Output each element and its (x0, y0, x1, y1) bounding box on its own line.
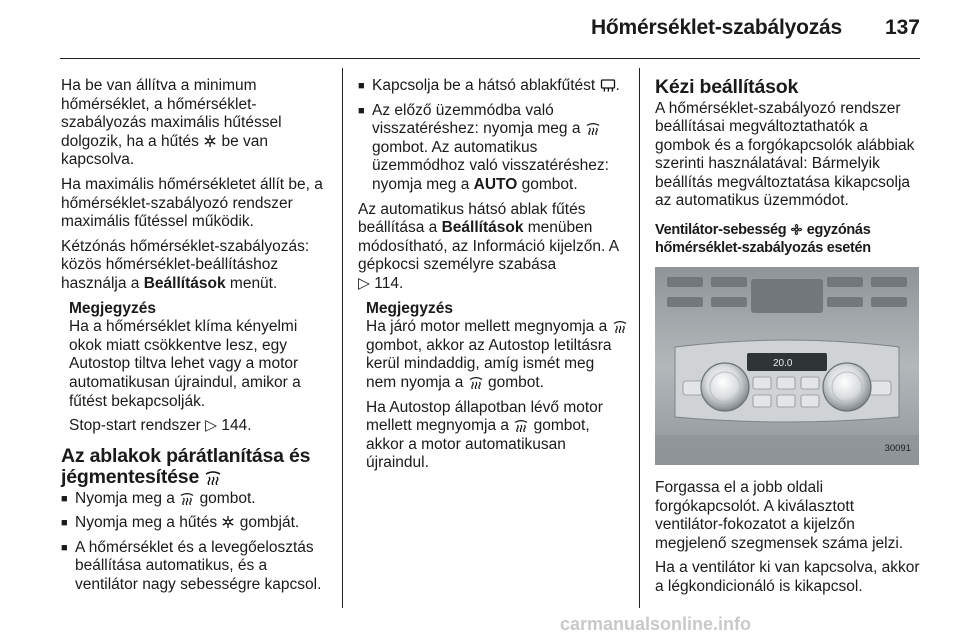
list-item: ■ A hőmérséklet és a levegőelosztás beállítása automatikus, és a ventilátor nagy sebességre kapcsol. (61, 539, 331, 595)
settings-link: Beállítások (143, 274, 226, 292)
climate-panel-figure (655, 267, 919, 465)
reference-arrow-icon: ▷ (358, 274, 370, 292)
paragraph-manual-intro: A hőmérséklet-szabályozó rendszer beállításai megváltoztathatók a gombok és a forgókapcsolók alábbiak szerinti használatával: Bármelyik beállítás megváltoztatása kikapcsolja az automatikus üzemmódot. (655, 99, 915, 210)
paragraph-max-temp: Ha maximális hőmérsékletet állít be, a hőmérséklet-szabályozó rendszer maximális fűtéssel működik. (61, 175, 323, 231)
windscreen-defrost-icon (204, 469, 222, 485)
section-heading-defrost: Az ablakok párátlanítása és jégmentesítése (61, 444, 311, 489)
settings-link: Beállítások (441, 219, 524, 237)
page-title: Hőmérséklet-szabályozás (590, 16, 842, 39)
column-2 (358, 77, 628, 479)
section-heading-manual: Kézi beállítások (655, 76, 799, 98)
note-heading: Megjegyzés (69, 299, 157, 317)
note-text: Ha Autostop állapotban lévő motor mellett megnyomja a gombot, akkor a motor automatikusan újraindul. (366, 398, 603, 472)
watermark: carmanualsonline.info (560, 614, 752, 634)
windscreen-defrost-icon (513, 418, 529, 432)
windscreen-defrost-icon (585, 121, 601, 135)
paragraph-dual-zone: Kétzónás hőmérséklet-szabályozás: közös hőmérséklet-beállításhoz használja a Beállítások menüt. (61, 237, 310, 292)
column-divider-2 (639, 68, 640, 608)
paragraph-min-temp: Ha be van állítva a minimum hőmérséklet, a hőmérséklet-szabályozás maximális hűtéssel dolgozik, ha a hűtés be van kapcsolva. (61, 77, 282, 169)
paragraph-fan-off: Ha a ventilátor ki van kapcsolva, akkor a légkondicionáló is kikapcsol. (655, 559, 920, 596)
note-text: Ha járó motor mellett megnyomja a gombot, akkor az Autostop letiltásra kerül mindaddig, amíg ismét meg nem nyomja a gombot. (366, 318, 628, 392)
list-item: ■ Kapcsolja be a hátsó ablakfűtést . (358, 77, 628, 96)
header-divider (60, 58, 920, 59)
panel-display-text: 20.0 (773, 358, 793, 370)
defrost-steps (61, 490, 331, 595)
snowflake-icon (203, 134, 217, 148)
note-text: Ha a hőmérséklet klíma kényelmi okok miatt csökkentve lesz, egy Autostop tiltva lehet vagy a motor automatikusan újraindul, amikor a fűtést bekapcsolják. (69, 318, 301, 410)
note-block (69, 300, 331, 436)
note-heading: Megjegyzés (366, 299, 454, 317)
fan-icon (790, 223, 803, 236)
windscreen-defrost-icon (612, 319, 628, 333)
note-reference: Stop-start rendszer ▷ 144. (69, 417, 252, 435)
paragraph-auto-rear: Az automatikus hátsó ablak fűtés beállítása a Beállítások menüben módosítható, az Információ kijelzőn. A gépkocsi személyre szabása ▷ 114. (358, 200, 619, 292)
list-item: ■ Nyomja meg a gombot. (61, 490, 331, 509)
rear-window-heating-icon (600, 78, 616, 92)
windscreen-defrost-icon (179, 491, 195, 505)
rear-window-steps (358, 77, 628, 195)
windscreen-defrost-icon (468, 375, 484, 389)
figure-code: 30091 (884, 443, 911, 455)
note-block (366, 300, 628, 473)
auto-button-label: AUTO (473, 175, 518, 193)
climate-control-panel-illustration (655, 267, 919, 465)
reference-arrow-icon: ▷ (205, 417, 218, 435)
column-1 (61, 77, 331, 601)
list-item: ■ Nyomja meg a hűtés gombját. (61, 514, 331, 533)
page-header (0, 0, 960, 58)
paragraph-rotate-knob: Forgassa el a jobb oldali forgókapcsolót. A kiválasztott ventilátor-fokozatot a kijelzőn megjelenő szegmensek száma jelzi. (655, 479, 904, 552)
column-3 (655, 77, 925, 603)
subheading-fan-speed: Ventilátor-sebesség egyzónás hőmérséklet-szabályozás esetén (655, 222, 871, 257)
page-number: 137 (884, 16, 920, 39)
column-divider-1 (342, 68, 343, 608)
list-item: ■ Az előző üzemmódba való visszatéréshez: nyomja meg a gombot. Az automatikus üzemmódhoz való visszatéréshez: nyomja meg a AUTO gombot. (358, 102, 628, 195)
snowflake-icon (221, 515, 235, 529)
